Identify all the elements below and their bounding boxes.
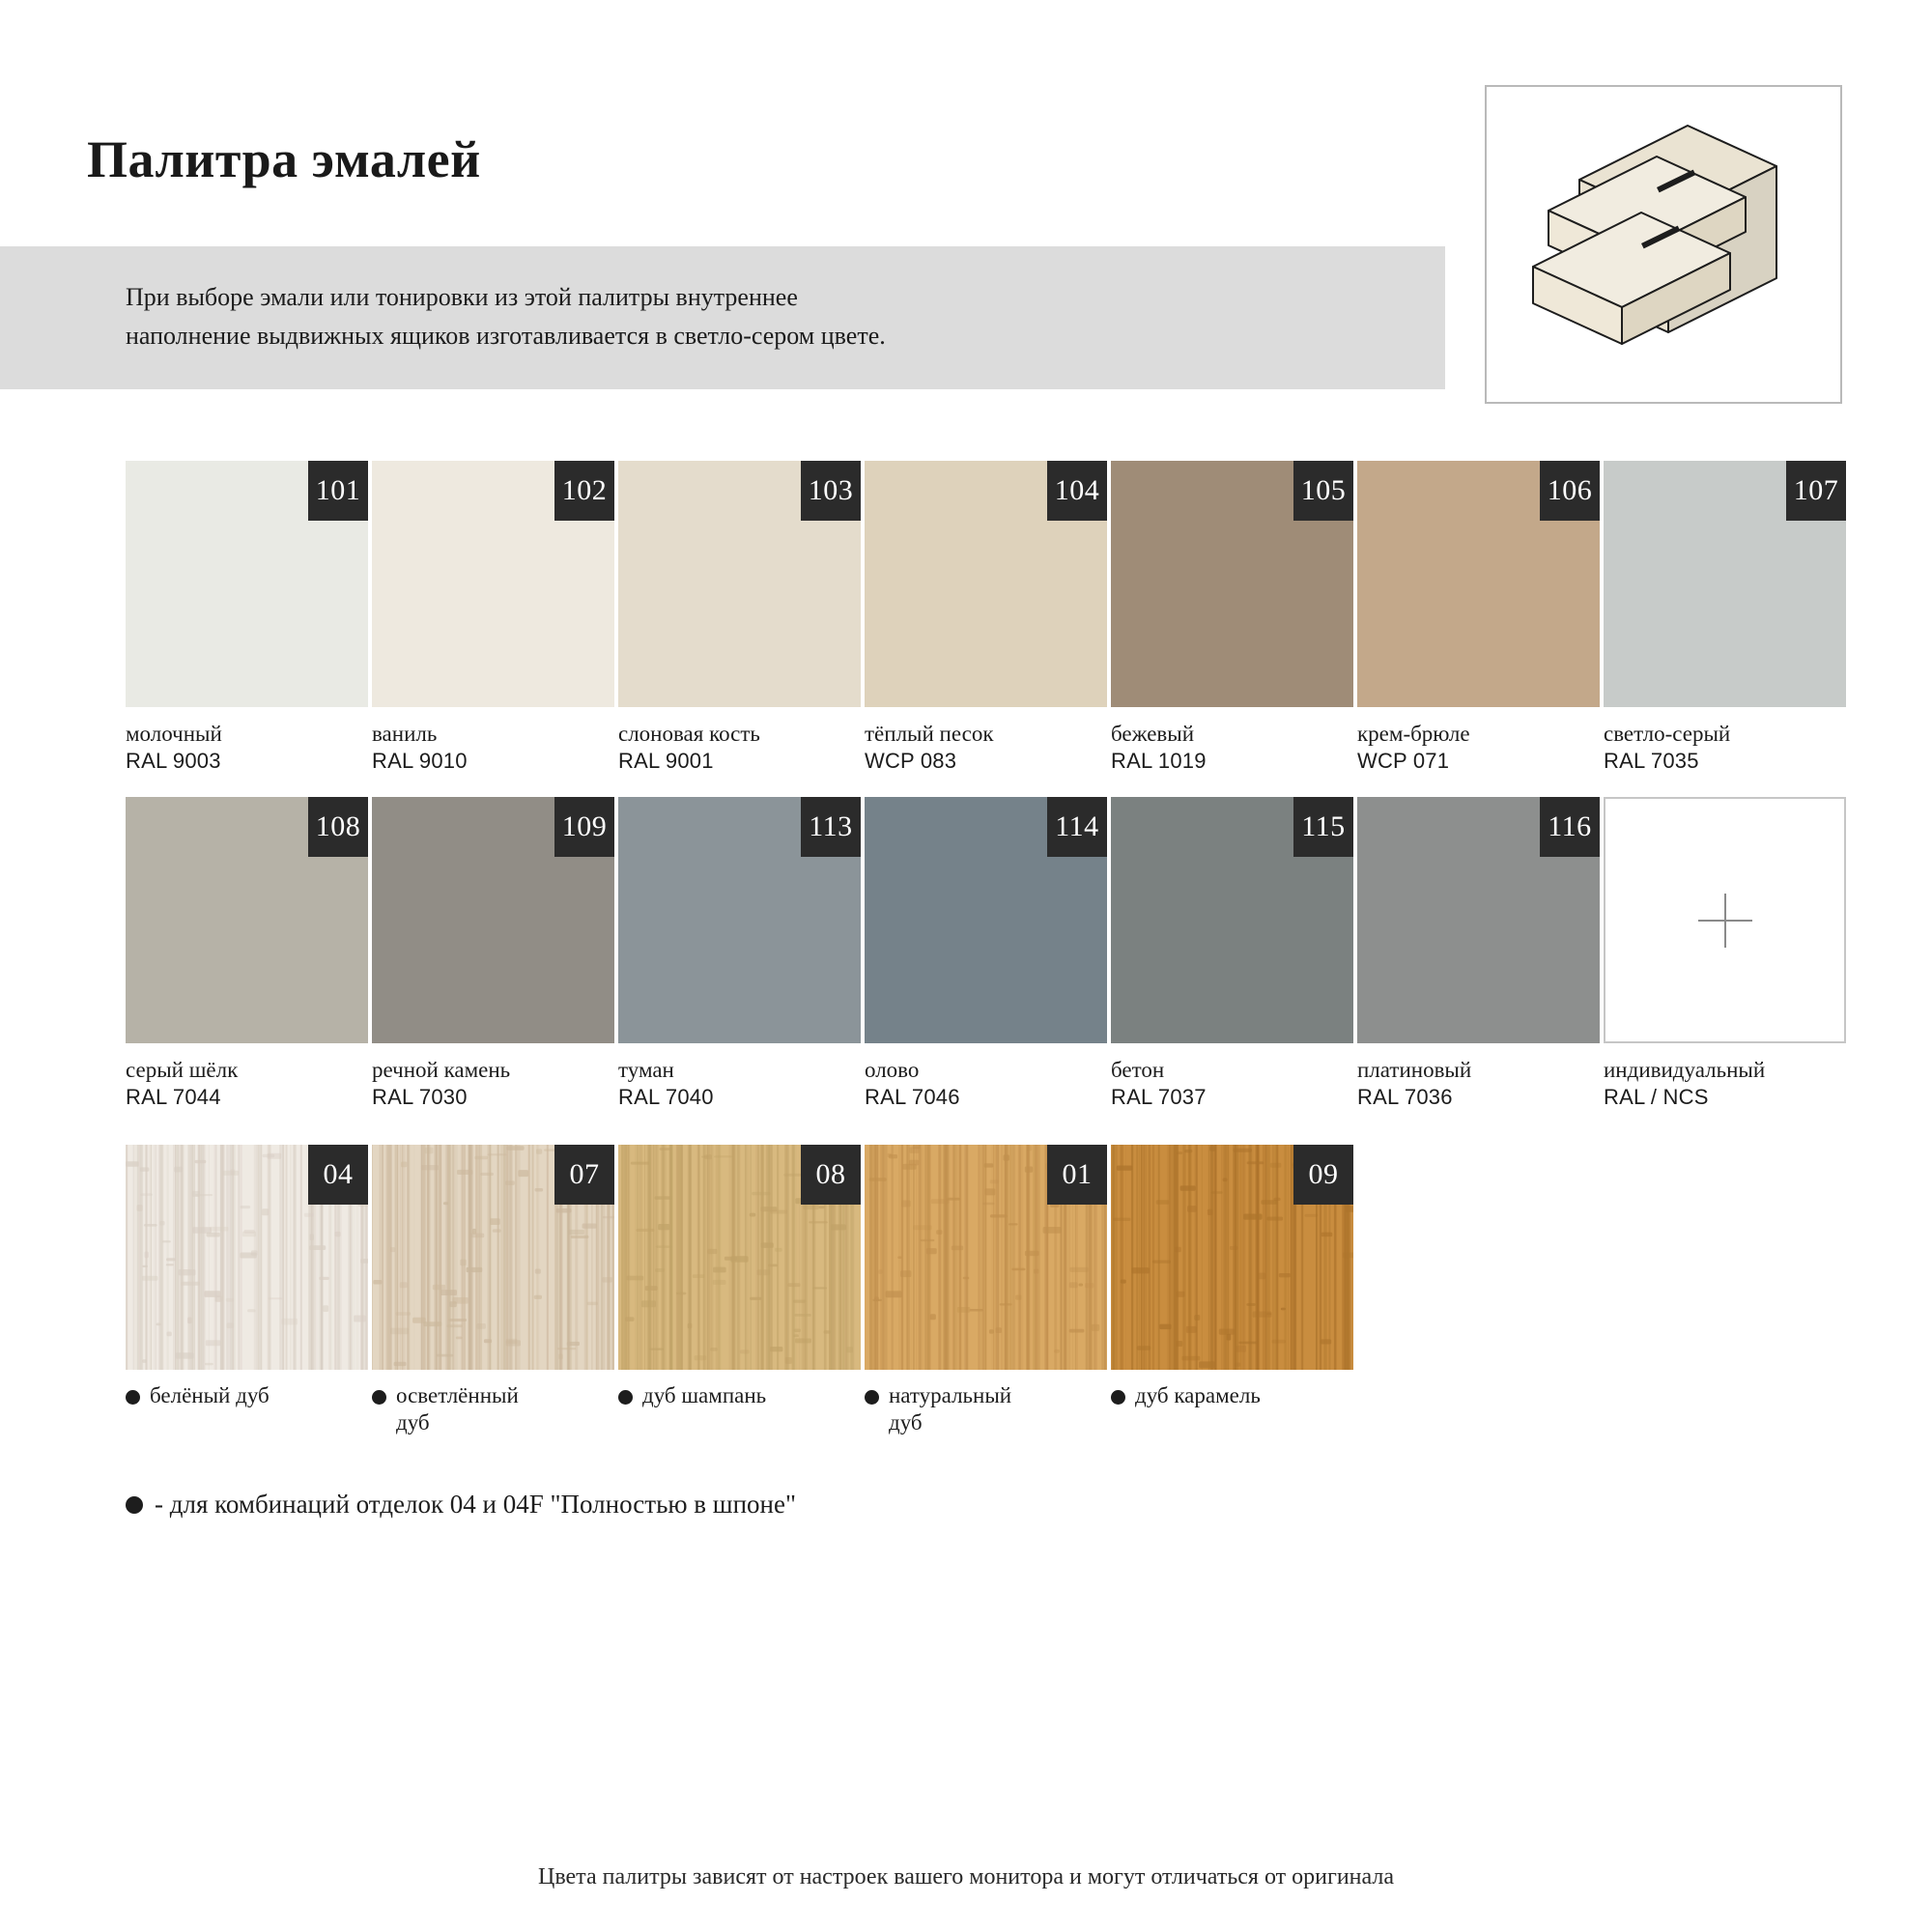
color-swatch[interactable] [126, 461, 370, 776]
swatch-caption [1111, 720, 1355, 776]
color-chip[interactable] [618, 461, 861, 707]
wood-swatch-name [150, 1382, 270, 1409]
color-chip[interactable] [865, 461, 1107, 707]
wood-swatch-name [396, 1382, 519, 1436]
wood-name-line-1: дуб карамель [1135, 1383, 1261, 1407]
bullet-dot-icon [865, 1390, 879, 1405]
footnote [126, 1490, 796, 1520]
swatch-name: ваниль [372, 722, 438, 746]
swatch-number-badge: 108 [308, 797, 368, 857]
color-swatch[interactable] [1111, 461, 1355, 776]
swatch-number-badge: 104 [1047, 461, 1107, 521]
swatch-code: RAL / NCS [1604, 1085, 1709, 1110]
swatch-caption [372, 720, 616, 776]
swatch-name: туман [618, 1058, 674, 1082]
swatch-caption [372, 1056, 616, 1112]
wood-name-line-2: дуб [396, 1410, 430, 1435]
color-swatch[interactable] [865, 797, 1109, 1112]
color-swatch[interactable] [865, 461, 1109, 776]
wood-row [126, 1145, 1357, 1436]
color-chip[interactable] [126, 461, 368, 707]
color-swatch[interactable] [1604, 461, 1848, 776]
swatch-code: RAL 9003 [126, 749, 221, 774]
color-chip[interactable] [1111, 797, 1353, 1043]
swatch-code: RAL 7030 [372, 1085, 468, 1110]
drawer-cabinet-illustration [1485, 85, 1842, 404]
wood-swatch-name [889, 1382, 1011, 1436]
wood-name-line-1: натуральный [889, 1383, 1012, 1407]
color-swatch[interactable] [126, 797, 370, 1112]
swatch-caption [618, 720, 863, 776]
wood-swatch-name [1135, 1382, 1261, 1409]
wood-swatch[interactable] [618, 1145, 863, 1436]
bullet-dot-icon [126, 1496, 143, 1514]
color-swatch[interactable] [1357, 461, 1602, 776]
wood-swatch-caption [372, 1382, 616, 1436]
swatch-caption [126, 1056, 370, 1112]
swatch-number-badge: 105 [1293, 461, 1353, 521]
wood-swatch[interactable] [1111, 1145, 1355, 1436]
disclaimer: Цвета палитры зависят от настроек вашего монитора и могут отличаться от оригинала [537, 1864, 1394, 1889]
swatch-caption [126, 720, 370, 776]
swatch-number-badge: 01 [1047, 1145, 1107, 1205]
bullet-dot-icon [618, 1390, 633, 1405]
color-chip[interactable] [372, 461, 614, 707]
color-swatch[interactable] [1604, 797, 1848, 1112]
color-swatch[interactable] [372, 461, 616, 776]
wood-chip[interactable] [126, 1145, 368, 1370]
wood-swatch[interactable] [126, 1145, 370, 1436]
plus-icon [1698, 894, 1752, 948]
wood-chip[interactable] [372, 1145, 614, 1370]
swatch-number-badge: 115 [1293, 797, 1353, 857]
wood-name-line-1: дуб шампань [642, 1383, 767, 1407]
color-chip[interactable] [618, 797, 861, 1043]
enamel-row-2 [126, 797, 1850, 1112]
swatch-code: RAL 7046 [865, 1085, 960, 1110]
swatch-number-badge: 04 [308, 1145, 368, 1205]
wood-chip[interactable] [618, 1145, 861, 1370]
swatch-caption [1111, 1056, 1355, 1112]
color-chip[interactable] [1357, 797, 1600, 1043]
color-swatch[interactable] [1357, 797, 1602, 1112]
bullet-dot-icon [1111, 1390, 1125, 1405]
swatch-code: WCP 083 [865, 749, 957, 774]
swatch-number-badge: 102 [554, 461, 614, 521]
swatch-caption [1604, 720, 1848, 776]
swatch-name: слоновая кость [618, 722, 760, 746]
note-text [126, 278, 1265, 355]
swatch-number-badge: 103 [801, 461, 861, 521]
swatch-number-badge: 08 [801, 1145, 861, 1205]
bullet-dot-icon [126, 1390, 140, 1405]
color-swatch[interactable] [1111, 797, 1355, 1112]
swatch-name: речной камень [372, 1058, 511, 1082]
wood-name-line-1: осветлённый [396, 1383, 519, 1407]
swatch-name: бетон [1111, 1058, 1165, 1082]
swatch-number-badge: 114 [1047, 797, 1107, 857]
color-swatch[interactable] [618, 797, 863, 1112]
color-swatch[interactable] [618, 461, 863, 776]
swatch-name: индивидуальный [1604, 1058, 1766, 1082]
swatch-name: молочный [126, 722, 222, 746]
swatch-name: олово [865, 1058, 920, 1082]
wood-name-line-2: дуб [889, 1410, 923, 1435]
swatch-name: бежевый [1111, 722, 1195, 746]
swatch-name: платиновый [1357, 1058, 1472, 1082]
custom-color-chip[interactable] [1604, 797, 1846, 1043]
wood-swatch-caption [126, 1382, 370, 1409]
color-chip[interactable] [865, 797, 1107, 1043]
swatch-name: крем-брюле [1357, 722, 1470, 746]
swatch-code: RAL 1019 [1111, 749, 1207, 774]
swatch-code: RAL 9001 [618, 749, 714, 774]
swatch-caption [1357, 1056, 1602, 1112]
swatch-number-badge: 101 [308, 461, 368, 521]
swatch-code: RAL 7035 [1604, 749, 1699, 774]
swatch-code: RAL 7036 [1357, 1085, 1453, 1110]
bullet-dot-icon [372, 1390, 386, 1405]
swatch-caption [1604, 1056, 1848, 1112]
swatch-number-badge: 07 [554, 1145, 614, 1205]
wood-swatch-name [642, 1382, 766, 1409]
wood-chip[interactable] [1111, 1145, 1353, 1370]
wood-name-line-1: белёный дуб [150, 1383, 270, 1407]
wood-swatch-caption [618, 1382, 863, 1409]
swatch-number-badge: 107 [1786, 461, 1846, 521]
swatch-number-badge: 09 [1293, 1145, 1353, 1205]
note-line-2: наполнение выдвижных ящиков изготавливается в светло-сером цвете. [126, 321, 886, 350]
wood-swatch[interactable] [372, 1145, 616, 1436]
swatch-name: серый шёлк [126, 1058, 239, 1082]
color-swatch[interactable] [372, 797, 616, 1112]
wood-swatch-caption [865, 1382, 1109, 1436]
swatch-number-badge: 106 [1540, 461, 1600, 521]
note-line-1: При выборе эмали или тонировки из этой палитры внутреннее [126, 283, 798, 311]
swatch-code: RAL 7040 [618, 1085, 714, 1110]
swatch-name: тёплый песок [865, 722, 994, 746]
color-chip[interactable] [126, 797, 368, 1043]
swatch-code: WCP 071 [1357, 749, 1450, 774]
swatch-code: RAL 9010 [372, 749, 468, 774]
swatch-code: RAL 7044 [126, 1085, 221, 1110]
footnote-text: - для комбинаций отделок 04 и 04F "Полностью в шпоне" [155, 1490, 796, 1519]
page-title: Палитра эмалей [87, 130, 481, 189]
swatch-caption [865, 1056, 1109, 1112]
swatch-code: RAL 7037 [1111, 1085, 1207, 1110]
color-chip[interactable] [1111, 461, 1353, 707]
color-chip[interactable] [1357, 461, 1600, 707]
swatch-caption [1357, 720, 1602, 776]
swatch-caption [865, 720, 1109, 776]
enamel-row-1 [126, 461, 1850, 776]
color-chip[interactable] [1604, 461, 1846, 707]
swatch-number-badge: 113 [801, 797, 861, 857]
wood-swatch[interactable] [865, 1145, 1109, 1436]
swatch-number-badge: 109 [554, 797, 614, 857]
swatch-number-badge: 116 [1540, 797, 1600, 857]
color-chip[interactable] [372, 797, 614, 1043]
wood-swatch-caption [1111, 1382, 1355, 1409]
wood-chip[interactable] [865, 1145, 1107, 1370]
swatch-caption [618, 1056, 863, 1112]
swatch-name: светло-серый [1604, 722, 1731, 746]
